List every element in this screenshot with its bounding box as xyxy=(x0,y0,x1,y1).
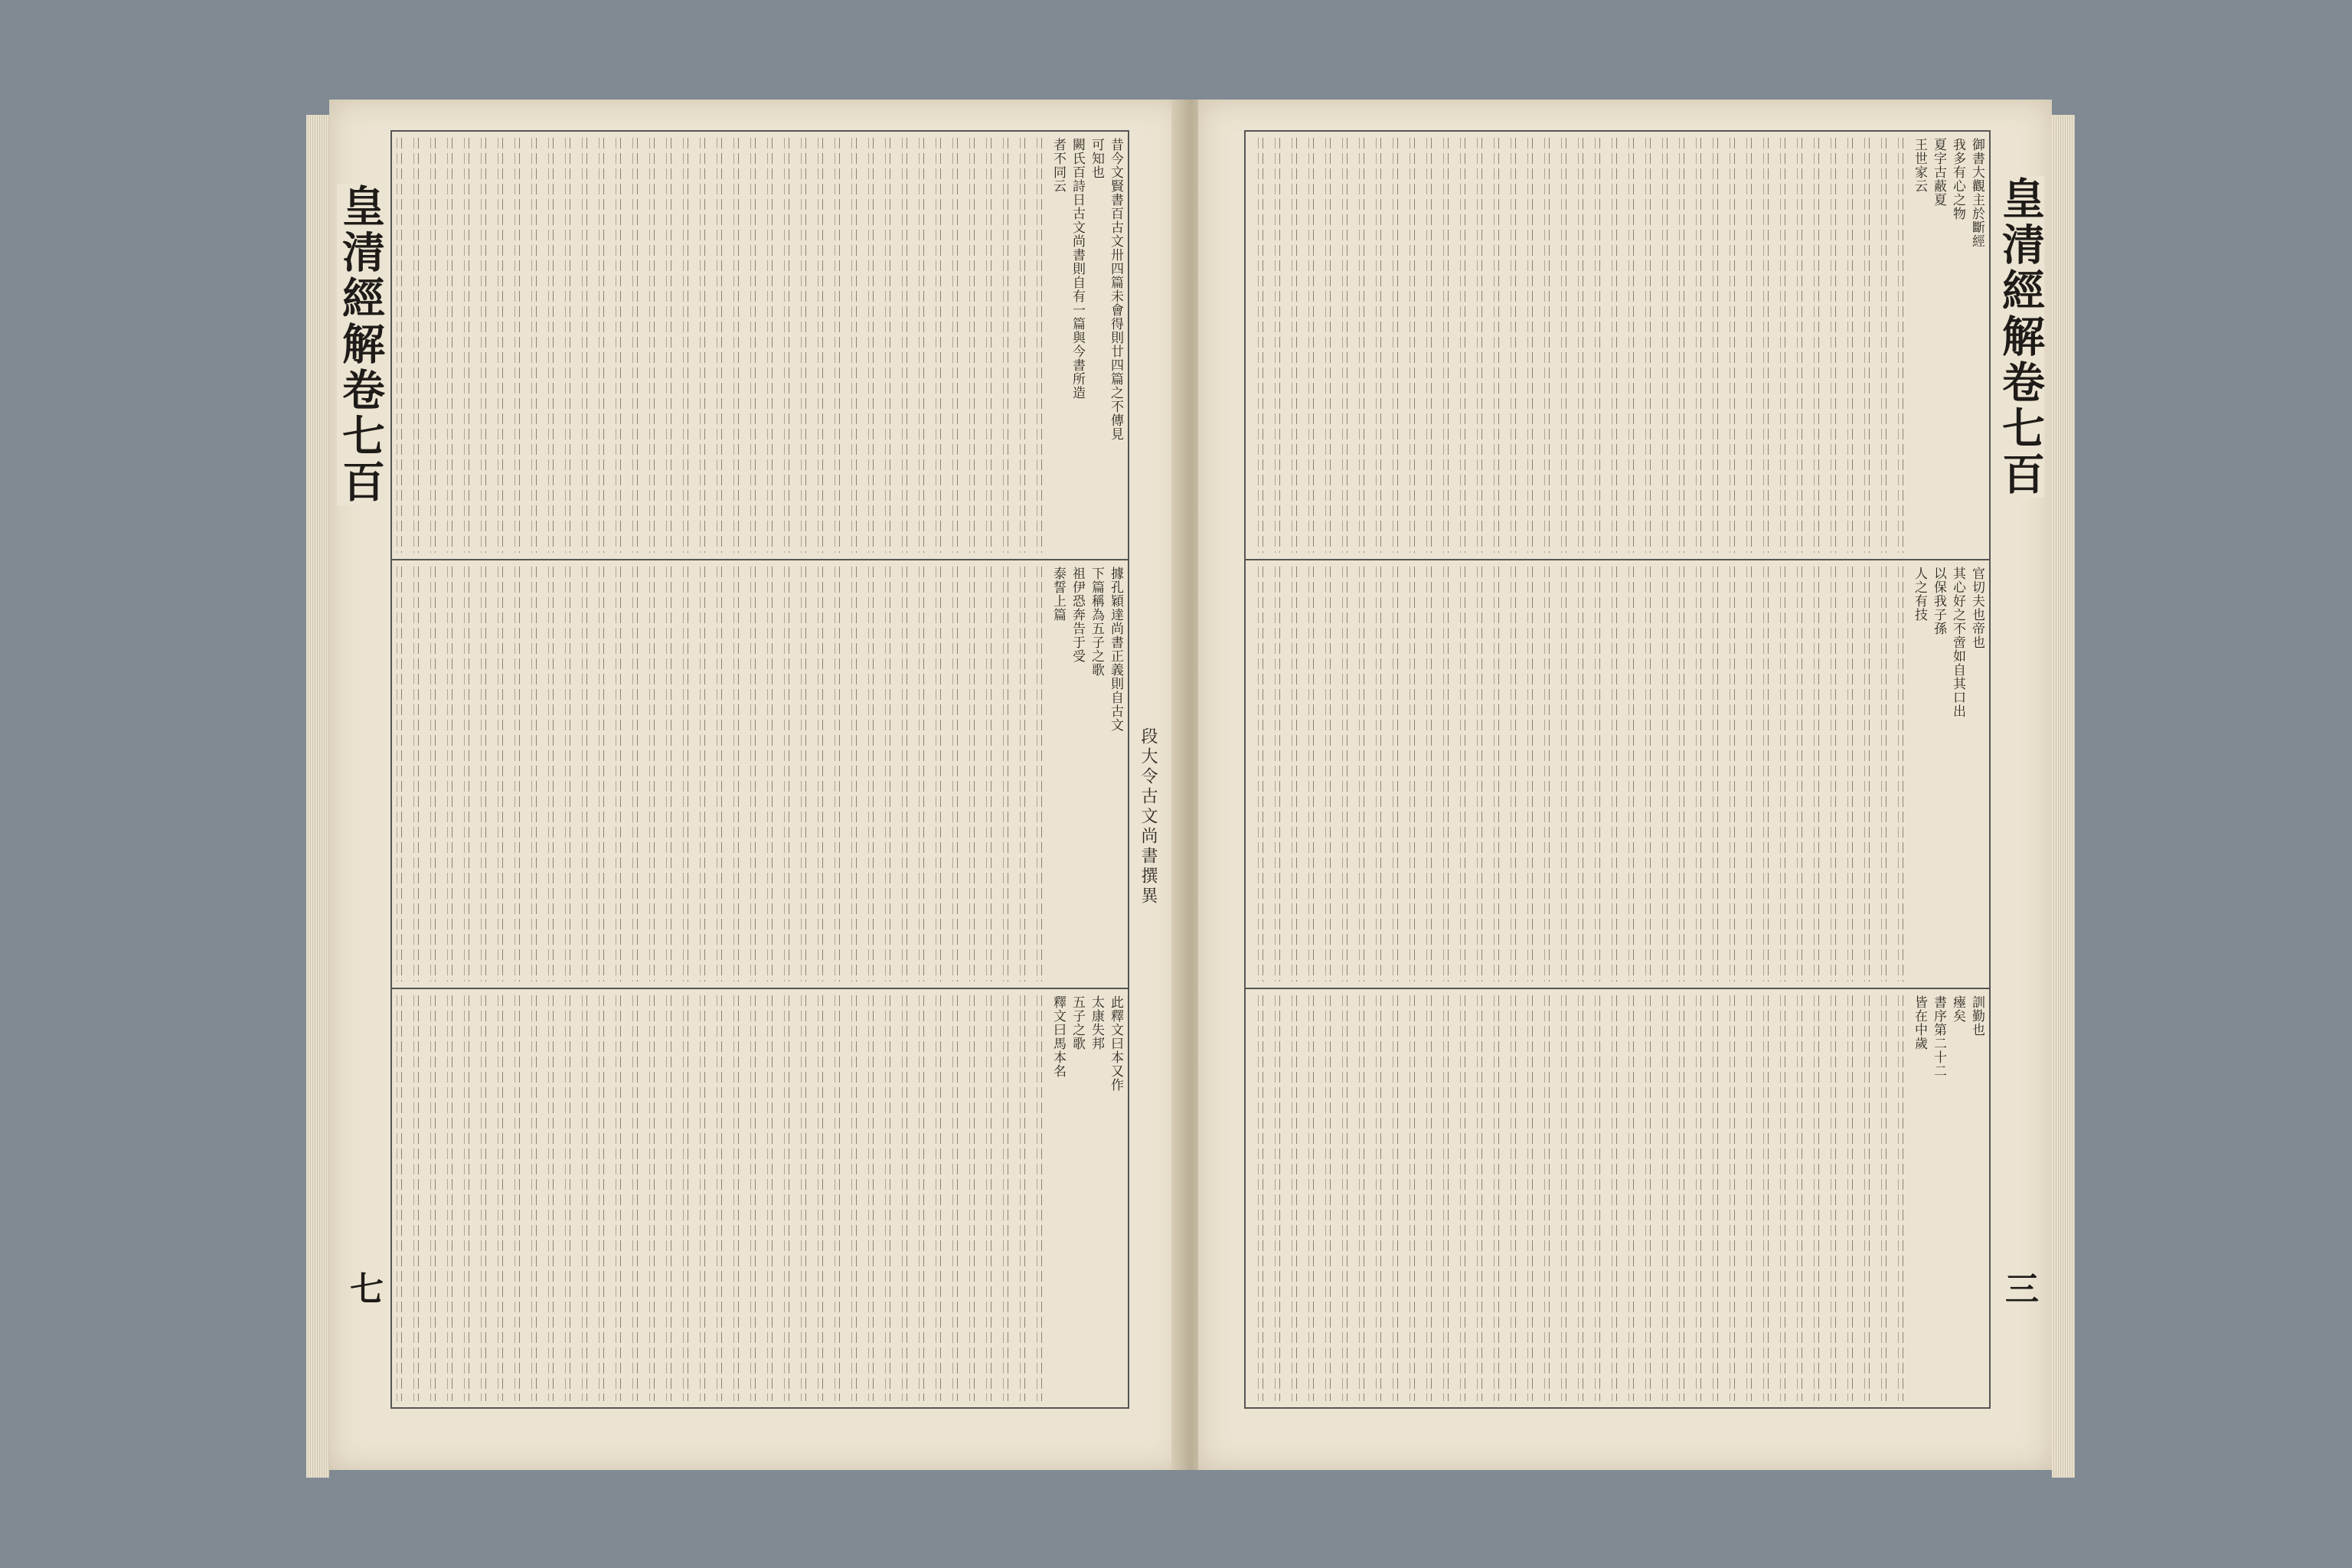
dense-text-block xyxy=(1250,995,1908,1401)
text-column: 此釋文曰本又作 xyxy=(1108,995,1123,1092)
text-column: 太康失邦 xyxy=(1089,995,1104,1050)
dense-text-block xyxy=(1250,138,1908,553)
right-band-3 xyxy=(1246,989,1989,1407)
right-text-frame xyxy=(1244,130,1991,1409)
dense-text-block xyxy=(397,567,1047,982)
text-column: 我多有心之物 xyxy=(1950,138,1965,220)
text-column: 皆在中歲 xyxy=(1912,995,1927,1050)
text-column: 官切夫也帝也 xyxy=(1969,567,1984,649)
right-band-1 xyxy=(1246,132,1989,560)
open-book xyxy=(306,84,2075,1485)
text-column: 人之有技 xyxy=(1912,567,1927,622)
text-column: 御書大觀主於斷經 xyxy=(1969,138,1984,248)
left-band-2 xyxy=(392,560,1128,989)
left-margin-title: 皇清經解卷七百 xyxy=(335,184,386,505)
text-column: 昔今文賢書百古文卅四篇未會得則廿四篇之不傳見 xyxy=(1108,138,1123,441)
text-column: 釋文曰馬本名 xyxy=(1050,995,1066,1078)
dense-text-block xyxy=(397,995,1047,1401)
text-column: 祖伊恐奔告于受 xyxy=(1070,567,1085,663)
left-margin-folio: 七 xyxy=(344,1271,383,1305)
text-column: 者不同云 xyxy=(1050,138,1066,193)
dense-text-block xyxy=(397,138,1047,553)
dense-text-block xyxy=(1250,567,1908,982)
text-column: 夏字古蔽夏 xyxy=(1931,138,1946,207)
text-column: 闕氏百詩日古文尚書則自有一篇與今書所造 xyxy=(1070,138,1085,400)
text-column: 據孔穎達尚書正義則自古文 xyxy=(1108,567,1123,732)
text-column: 以保我子孫 xyxy=(1931,567,1946,635)
text-column: 瘞矣 xyxy=(1950,995,1965,1023)
right-page xyxy=(1198,100,2052,1470)
text-column: 泰誓上篇 xyxy=(1050,567,1066,622)
text-column: 下篇稱為五子之歌 xyxy=(1089,567,1104,677)
text-column: 其心好之不啻如自其口出 xyxy=(1950,567,1965,718)
right-margin-title: 皇清經解卷七百 xyxy=(1995,176,2046,498)
left-band-3 xyxy=(392,989,1128,1407)
left-page-edges xyxy=(306,115,329,1478)
right-page-edges xyxy=(2052,115,2075,1478)
text-column: 五子之歌 xyxy=(1070,995,1085,1050)
left-band-1 xyxy=(392,132,1128,560)
right-margin-folio: 三 xyxy=(1999,1271,2038,1305)
left-page xyxy=(329,100,1183,1470)
left-text-frame xyxy=(390,130,1129,1409)
text-column: 可知也 xyxy=(1089,138,1104,179)
right-band-2 xyxy=(1246,560,1989,989)
text-column: 訓勤也 xyxy=(1969,995,1984,1037)
left-page-title: 段大令古文尚書撰異 xyxy=(1138,727,1158,906)
text-column: 王世家云 xyxy=(1912,138,1927,193)
text-column: 書序第二十二 xyxy=(1931,995,1946,1078)
